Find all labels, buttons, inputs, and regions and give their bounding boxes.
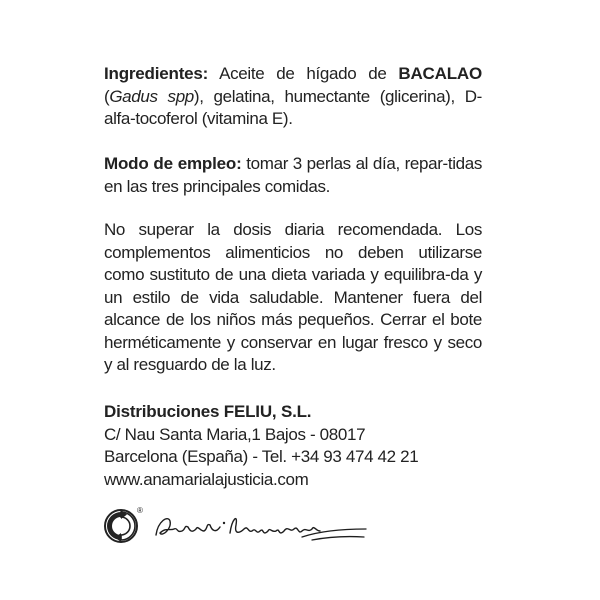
distributor-website: www.anamarialajusticia.com [104,469,309,489]
ingredients-heading: Ingredientes: [104,64,209,83]
ingredients-section [104,63,482,131]
registered-symbol: ® [137,506,143,515]
usage-section [104,153,482,198]
warning-section [104,219,482,377]
usage-text: tomar 3 perlas al día, repar-tidas en las tres principales comidas. [104,154,482,196]
ingredients-paragraph [104,63,482,131]
ingredients-highlight: BACALAO [398,64,482,83]
ingredients-species: Gadus spp [109,86,194,106]
ingredients-text-cont: ), gelatina, humectante (glicerina), D-alfa-tocoferol (vitamina E). [104,86,482,128]
marks-row [104,505,374,555]
usage-heading: Modo de empleo: [104,154,242,173]
distributor-section [104,401,482,491]
distributor-address: C/ Nau Santa Maria,1 Bajos - 08017 [104,424,366,444]
ingredients-text: Aceite de hígado de [208,64,399,83]
distributor-name: Distribuciones FELIU, S.L. [104,402,312,421]
signature-image [152,507,372,547]
usage-paragraph [104,153,482,198]
warning-text: No superar la dosis diaria recomendada. Los complementos alimenticios no deben utilizarse como sustituto de una dieta variada y equilibra-da y un estilo de vida saludable. Mantener fuera del alcance de los niños más pequeños. Cerrar el bote herméticamente y conservar en lugar fresco y seco y al resguardo de la luz. [104,220,482,374]
signature-text: Anamaria Lajusticia [152,507,161,508]
ingredients-species-open: ( [104,86,110,106]
distributor-city-phone: Barcelona (España) - Tel. +34 93 474 42 21 [104,447,419,466]
green-dot-recycling-icon [104,505,144,545]
